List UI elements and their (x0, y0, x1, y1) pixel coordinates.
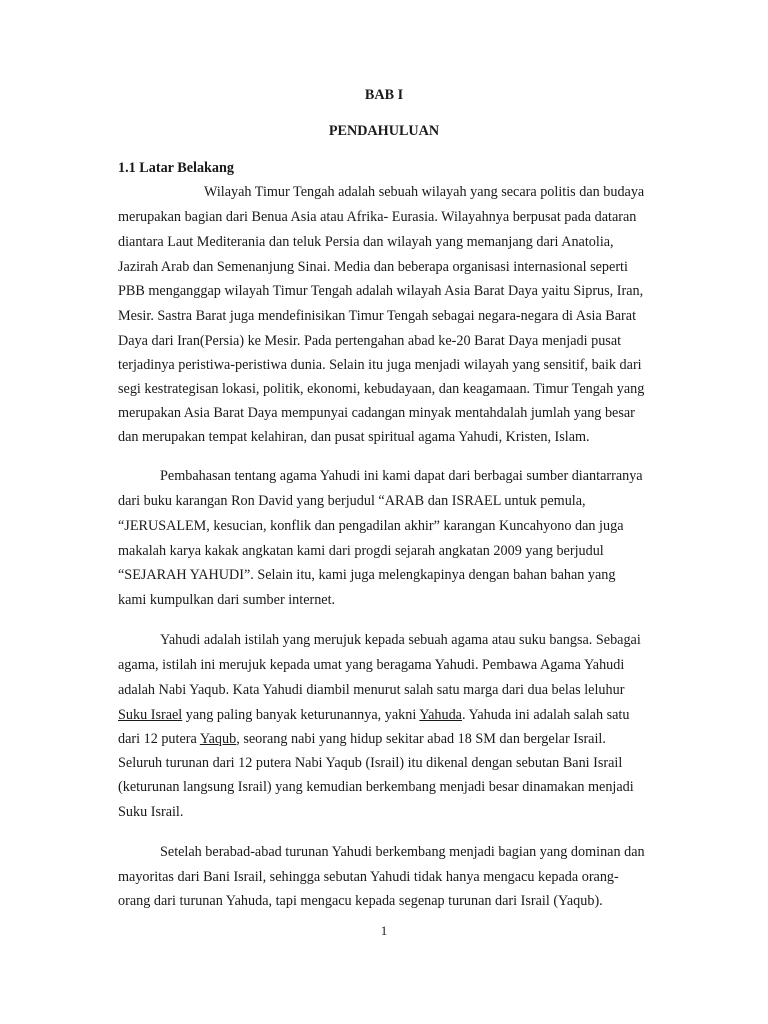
link-yaqub[interactable]: Yaqub (199, 731, 237, 747)
inline-text: , seorang nabi yang hidup sekitar abad 18 SM dan bergelar Israil. (236, 731, 606, 747)
inline-text: yang paling banyak keturunannya, yakni (182, 707, 420, 723)
paragraph-line (118, 706, 629, 724)
paragraph-line: merupakan Asia Barat Daya mempunyai cadangan minyak mentahdalah jumlah yang besar (118, 405, 635, 421)
paragraph-line (118, 730, 606, 748)
paragraph-line: “JERUSALEM, kesucian, konflik dan pengadilan akhir” karangan Kuncahyono dan juga (118, 518, 624, 534)
paragraph-line: Daya dari Iran(Persia) ke Mesir. Pada pertengahan abad ke-20 Barat Daya menjadi pusat (118, 333, 622, 349)
paragraph-line: mayoritas dari Bani Israil, sehingga sebutan Yahudi tidak hanya mengacu kepada orang- (118, 869, 619, 885)
link-yahuda[interactable]: Yahuda (419, 707, 462, 723)
paragraph-line: Mesir. Sastra Barat juga mendefinisikan Timur Tengah sebagai negara-negara di Asia Barat (118, 308, 637, 324)
paragraph-line: agama, istilah ini merujuk kepada umat yang beragama Yahudi. Pembawa Agama Yahudi (118, 657, 625, 673)
paragraph-line: makalah karya kakak angkatan kami dari progdi sejarah angkatan 2009 yang berjudul (118, 543, 604, 559)
paragraph-line: Jazirah Arab dan Semenanjung Sinai. Media dan beberapa organisasi internasional seperti (118, 259, 628, 275)
paragraph-line: dari buku karangan Ron David yang berjudul “ARAB dan ISRAEL untuk pemula, (118, 493, 586, 509)
paragraph-line: diantara Laut Mediterania dan teluk Persia dan wilayah yang memanjang dari Anatolia, (118, 234, 614, 250)
paragraph-line: Suku Israil. (118, 804, 184, 820)
paragraph-line: orang dari turunan Yahuda, tapi mengacu kepada segenap turunan dari Israil (Yaqub). (118, 893, 603, 909)
paragraph-line: merupakan bagian dari Benua Asia atau Afrika- Eurasia. Wilayahnya berpusat pada dataran (118, 209, 637, 225)
section-heading: 1.1 Latar Belakang (118, 160, 235, 176)
chapter-number: BAB I (364, 87, 404, 103)
paragraph-line: kami kumpulkan dari sumber internet. (118, 592, 336, 608)
inline-text: dari 12 putera (118, 731, 200, 747)
paragraph-line: Pembahasan tentang agama Yahudi ini kami dapat dari berbagai sumber diantarranya (160, 468, 643, 484)
link-suku-israel[interactable]: Suku Israel (118, 707, 183, 723)
paragraph-line: PBB menganggap wilayah Timur Tengah adalah wilayah Asia Barat Daya yaitu Siprus, Iran, (118, 283, 644, 299)
inline-text: . Yahuda ini adalah salah satu (461, 707, 630, 723)
paragraph-line: dan merupakan tempat kelahiran, dan pusat spiritual agama Yahudi, Kristen, Islam. (118, 429, 590, 445)
paragraph-line: adalah Nabi Yaqub. Kata Yahudi diambil menurut salah satu marga dari dua belas leluhur (118, 682, 625, 698)
paragraph-line: Seluruh turunan dari 12 putera Nabi Yaqub (Israil) itu dikenal dengan sebutan Bani Israil (118, 755, 623, 771)
paragraph-line: terjadinya peristiwa-peristiwa dunia. Selain itu juga menjadi wilayah yang sensitif, baik dari (118, 357, 642, 373)
page-number: 1 (380, 923, 388, 938)
paragraph-line: (keturunan langsung Israil) yang kemudian berkembang menjadi besar dinamakan menjadi (118, 779, 634, 795)
chapter-title: PENDAHULUAN (328, 123, 440, 139)
paragraph-line: Wilayah Timur Tengah adalah sebuah wilayah yang secara politis dan budaya (204, 184, 645, 200)
paragraph-line: “SEJARAH YAHUDI”. Selain itu, kami juga melengkapinya dengan bahan bahan yang (118, 567, 616, 583)
paragraph-line: Yahudi adalah istilah yang merujuk kepada sebuah agama atau suku bangsa. Sebagai (160, 632, 641, 648)
paragraph-line: Setelah berabad-abad turunan Yahudi berkembang menjadi bagian yang dominan dan (160, 844, 645, 860)
paragraph-line: segi kestrategisan lokasi, politik, ekonomi, kebudayaan, dan keagamaan. Timur Tengah yang (118, 381, 645, 397)
